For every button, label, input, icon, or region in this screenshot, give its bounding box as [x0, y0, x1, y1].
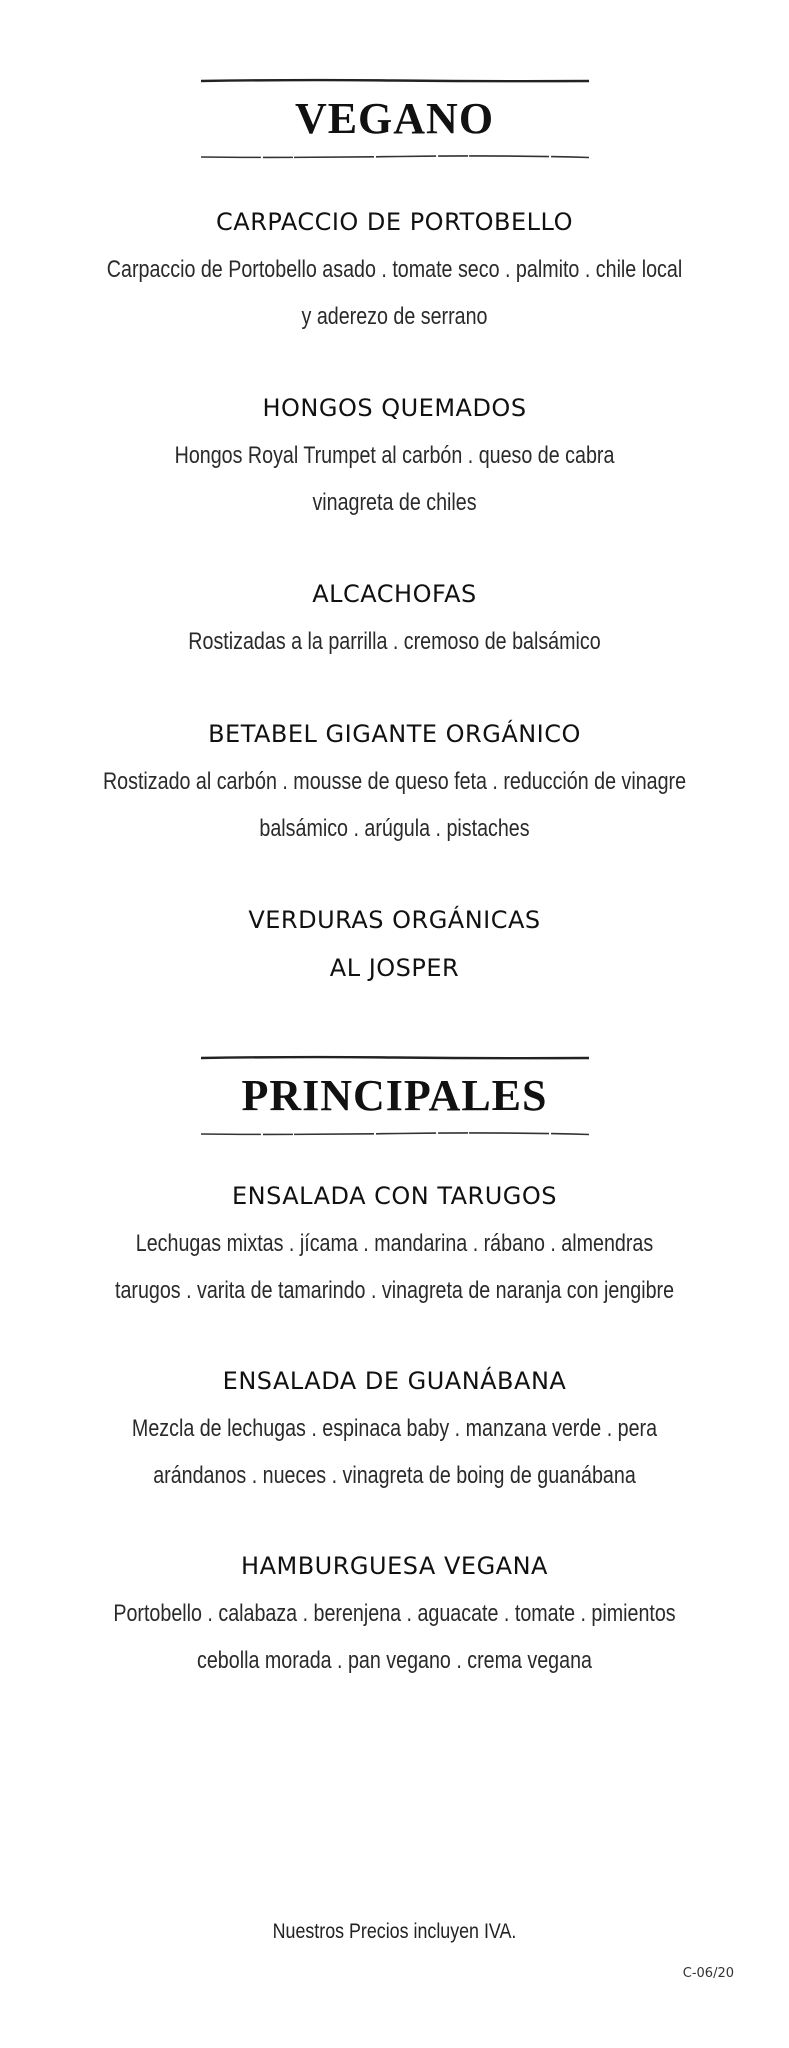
item-description: arándanos . nueces . vinagreta de boing de guanábana	[153, 1462, 636, 1489]
item-description: Rostizado al carbón . mousse de queso feta . reducción de vinagre	[102, 768, 687, 795]
menu-code: C-06/20	[682, 1966, 734, 1981]
item-description: balsámico . arúgula . pistaches	[259, 815, 530, 842]
price-note: Nuestros Precios incluyen IVA.	[272, 1920, 517, 1943]
item-name: BETABEL GIGANTE ORGÁNICO	[208, 720, 581, 748]
section-vegano	[0, 78, 789, 160]
item-description: Lechugas mixtas . jícama . mandarina . rábano . almendras	[135, 1230, 654, 1257]
menu-item-alcachofas	[0, 570, 789, 665]
item-description: Portobello . calabaza . berenjena . aguacate . tomate . pimientos	[113, 1600, 676, 1627]
item-description: tarugos . varita de tamarindo . vinagreta de naranja con jengibre	[114, 1277, 675, 1304]
item-name: ENSALADA CON TARUGOS	[231, 1182, 558, 1210]
item-description: Mezcla de lechugas . espinaca baby . manzana verde . pera	[131, 1415, 658, 1442]
menu-item-ensalada-guanabana	[0, 1357, 789, 1499]
item-name: CARPACCIO DE PORTOBELLO	[216, 208, 573, 236]
section-heading	[199, 78, 591, 160]
menu-item-carpaccio	[0, 198, 789, 340]
bottom-rule	[199, 154, 591, 160]
item-description: vinagreta de chiles	[312, 489, 477, 516]
section-principales	[0, 1055, 789, 1137]
menu-item-hongos	[0, 384, 789, 526]
item-description: Rostizadas a la parrilla . cremoso de balsámico	[188, 628, 601, 655]
item-name: ENSALADA DE GUANÁBANA	[222, 1367, 567, 1395]
item-name: VERDURAS ORGÁNICAS	[248, 906, 541, 934]
item-description: y aderezo de serrano	[301, 303, 488, 330]
item-name: HAMBURGUESA VEGANA	[241, 1552, 548, 1580]
bottom-rule	[199, 1131, 591, 1137]
menu-item-verduras	[0, 896, 789, 992]
menu-item-betabel	[0, 710, 789, 852]
item-name: ALCACHOFAS	[312, 580, 477, 608]
section-title-vegano: VEGANO	[294, 94, 495, 143]
section-heading	[199, 1055, 591, 1137]
item-description: cebolla morada . pan vegano . crema vegana	[197, 1647, 592, 1674]
menu-item-hamburguesa	[0, 1542, 789, 1684]
menu-item-ensalada-tarugos	[0, 1172, 789, 1314]
item-name: HONGOS QUEMADOS	[262, 394, 527, 422]
item-description: Hongos Royal Trumpet al carbón . queso de cabra	[174, 442, 615, 469]
item-description: Carpaccio de Portobello asado . tomate seco . palmito . chile local	[106, 256, 683, 283]
section-title-principales: PRINCIPALES	[241, 1071, 548, 1120]
item-name-line2: AL JOSPER	[329, 954, 460, 982]
